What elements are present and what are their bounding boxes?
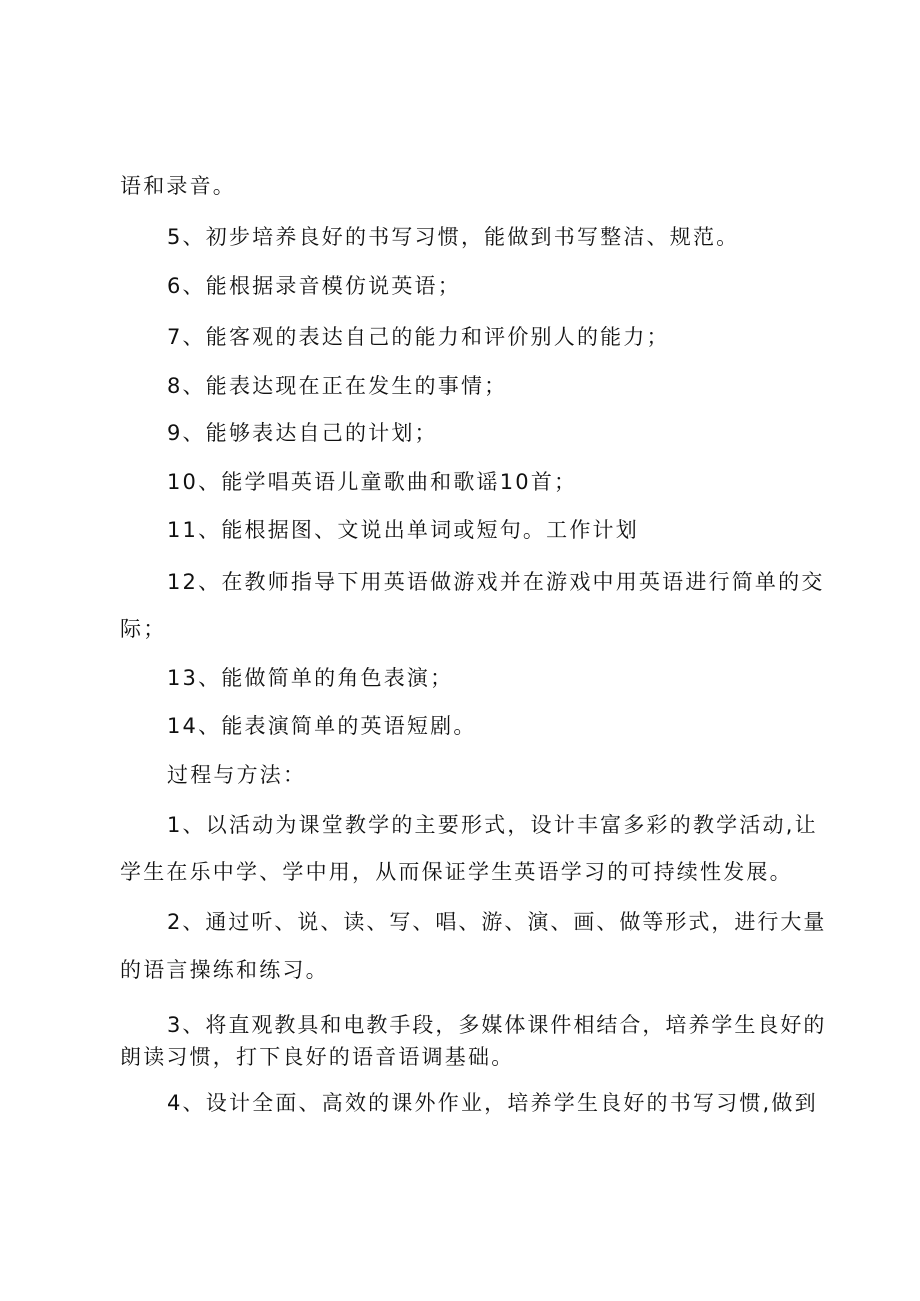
text-line: 3、将直观教具和电教手段，多媒体课件相结合，培养学生良好的 — [167, 1013, 827, 1037]
text-line: 8、能表达现在正在发生的事情； — [167, 374, 508, 398]
text-line: 1、以活动为课堂教学的主要形式，设计丰富多彩的教学活动,让 — [167, 813, 818, 837]
text-line: 语和录音。 — [120, 174, 236, 198]
text-line: 的语言操练和练习。 — [120, 958, 329, 982]
text-line: 11、能根据图、文说出单词或短句。工作计划 — [167, 518, 639, 542]
text-line: 10、能学唱英语儿童歌曲和歌谣10首； — [167, 470, 578, 494]
text-line: 14、能表演简单的英语短剧。 — [167, 714, 477, 738]
text-line: 9、能够表达自己的计划； — [167, 421, 438, 445]
text-line: 际； — [120, 617, 167, 641]
text-line: 7、能客观的表达自己的能力和评价别人的能力； — [167, 325, 670, 349]
text-line: 4、设计全面、高效的课外作业，培养学生良好的书写习惯,做到 — [167, 1091, 818, 1115]
text-line: 朗读习惯，打下良好的语音语调基础。 — [120, 1045, 515, 1069]
text-line: 13、能做简单的角色表演； — [167, 666, 454, 690]
text-line: 学生在乐中学、学中用，从而保证学生英语学习的可持续性发展。 — [120, 860, 793, 884]
text-line: 5、初步培养良好的书写习惯，能做到书写整洁、规范。 — [167, 225, 740, 249]
text-line: 6、能根据录音模仿说英语； — [167, 274, 461, 298]
text-line: 2、通过听、说、读、写、唱、游、演、画、做等形式，进行大量 — [167, 910, 827, 934]
section-heading: 过程与方法： — [167, 763, 307, 787]
text-line: 12、在教师指导下用英语做游戏并在游戏中用英语进行简单的交 — [167, 570, 825, 594]
